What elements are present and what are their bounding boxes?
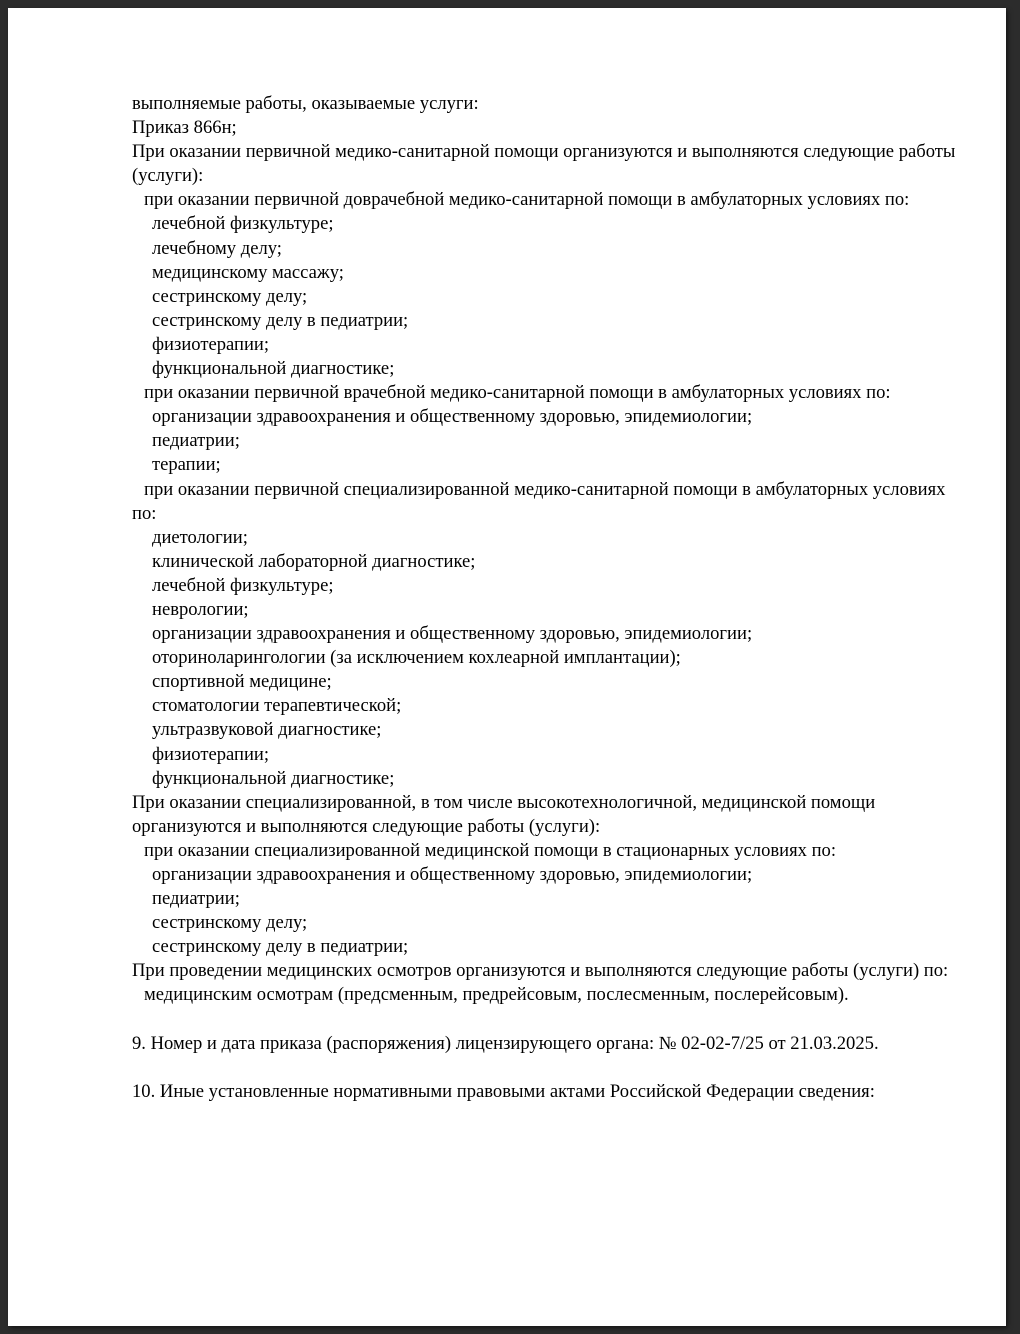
document-page: [8, 8, 1006, 1326]
list-item: медицинским осмотрам (предсменным, предрейсовым, послесменным, послерейсовым).: [144, 984, 849, 1006]
list-item: ультразвуковой диагностике;: [152, 719, 382, 741]
spacer: [132, 1008, 962, 1032]
group-title-inpatient: при оказании специализированной медицинской помощи в стационарных условиях по:: [144, 839, 837, 861]
list-item: организации здравоохранения и общественному здоровью, эпидемиологии;: [152, 864, 753, 885]
section-heading-exams: При проведении медицинских осмотров организуются и выполняются следующие работы (услуги) по:: [132, 960, 949, 982]
item-10-other-info: 10. Иные установленные нормативными правовыми актами Российской Федерации сведения:: [132, 1080, 875, 1102]
list-item: клинической лабораторной диагностике;: [152, 550, 476, 572]
group-title-prevrach: при оказании первичной доврачебной медико-санитарной помощи в амбулаторных условиях по:: [144, 189, 910, 211]
list-item: функциональной диагностике;: [152, 767, 395, 789]
list-item: педиатрии;: [152, 430, 240, 452]
list-item: организации здравоохранения и общественному здоровью, эпидемиологии;: [152, 623, 753, 645]
list-item: сестринскому делу;: [152, 285, 308, 307]
list-item: сестринскому делу в педиатрии;: [152, 936, 409, 958]
list-item: лечебной физкультуре;: [152, 213, 334, 235]
document-body: [132, 92, 962, 1104]
list-item: медицинскому массажу;: [152, 261, 344, 283]
list-item: педиатрии;: [152, 888, 240, 910]
section-heading-primary: При оказании первичной медико-санитарной помощи организуются и выполняются следующие работы (услуги):: [132, 141, 961, 187]
group-title-specialized-ambulatory: при оказании первичной специализированной медико-санитарной помощи в амбулаторных условиях по:: [132, 478, 951, 524]
spacer: [132, 1056, 962, 1080]
list-item: неврологии;: [152, 598, 249, 620]
list-item: сестринскому делу в педиатрии;: [152, 309, 409, 331]
order-reference: Приказ 866н;: [132, 117, 237, 139]
intro-line: выполняемые работы, оказываемые услуги:: [132, 93, 479, 114]
section-heading-specialized: При оказании специализированной, в том числе высокотехнологичной, медицинской помощи организуются и выполняются следующие работы (услуги):: [132, 791, 880, 837]
list-item: функциональной диагностике;: [152, 358, 395, 380]
group-title-vrach: при оказании первичной врачебной медико-санитарной помощи в амбулаторных условиях по:: [144, 382, 891, 404]
list-item: сестринскому делу;: [152, 912, 308, 934]
list-item: спортивной медицине;: [152, 671, 332, 693]
list-item: организации здравоохранения и общественному здоровью, эпидемиологии;: [152, 406, 753, 428]
list-item: физиотерапии;: [152, 743, 270, 765]
item-9-order-number: 9. Номер и дата приказа (распоряжения) лицензирующего органа: № 02-02-7/25 от 21.03.2025.: [132, 1032, 879, 1054]
list-item: лечебной физкультуре;: [152, 574, 334, 596]
list-item: стоматологии терапевтической;: [152, 695, 402, 717]
list-item: терапии;: [152, 454, 221, 476]
list-item: диетологии;: [152, 526, 248, 548]
list-item: лечебному делу;: [152, 237, 282, 259]
list-item: физиотерапии;: [152, 333, 270, 355]
list-item: оториноларингологии (за исключением кохлеарной имплантации);: [152, 647, 681, 669]
